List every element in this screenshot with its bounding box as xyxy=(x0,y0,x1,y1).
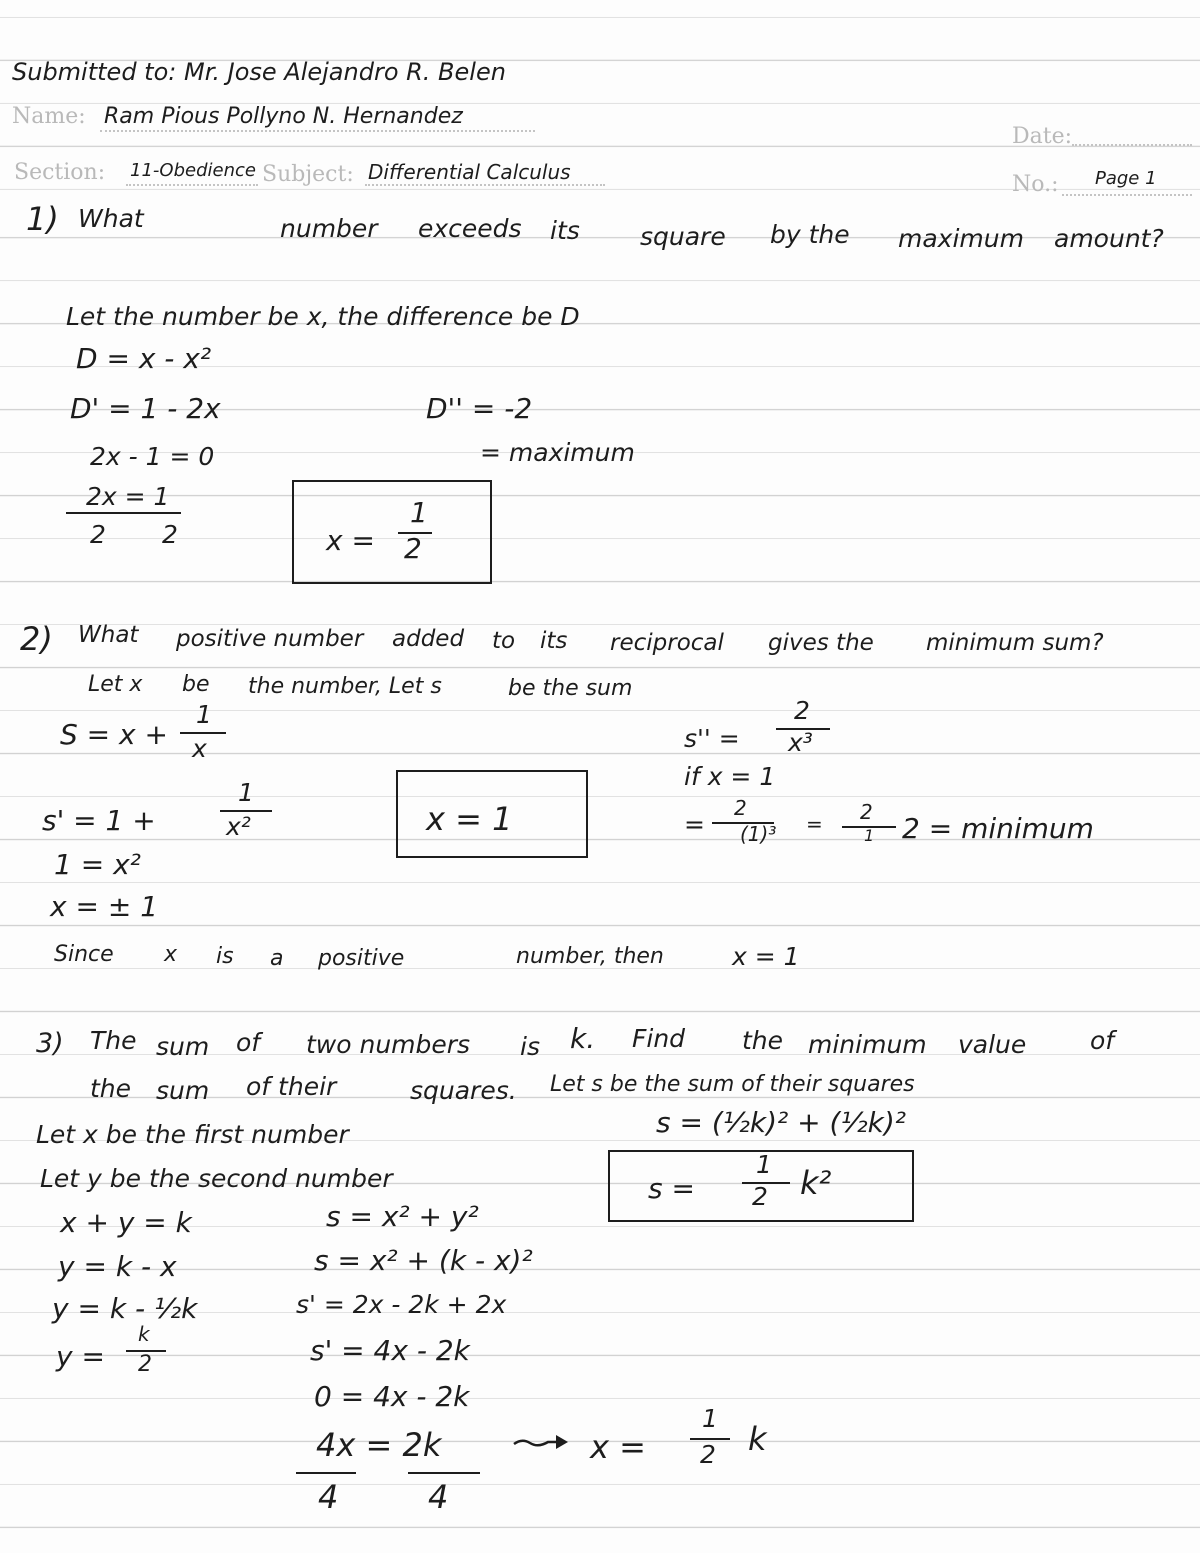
problem2-word-gives-the: gives the xyxy=(768,630,874,656)
problem3-word-sum: sum xyxy=(156,1032,210,1061)
problem3-eq-y3: y = xyxy=(56,1340,105,1373)
problem1-denominator-b: 2 xyxy=(162,520,178,549)
problem3-s-expression: s = (½k)² + (½k)² xyxy=(656,1106,906,1139)
no-dotline xyxy=(1062,194,1192,196)
problem1-answer-num: 1 xyxy=(410,496,428,529)
problem3-eq-m2: s = x² + (k - x)² xyxy=(314,1244,533,1277)
problem3-eq-m7-den-a: 4 xyxy=(318,1478,339,1516)
problem1-let-statement: Let the number be x, the difference be D xyxy=(66,302,580,331)
problem2-since-is: is xyxy=(216,944,234,969)
problem3-word-two-numbers: two numbers xyxy=(306,1030,471,1059)
problem1-denominator-a: 2 xyxy=(90,520,106,549)
problem2-word-to: to xyxy=(492,628,516,654)
problem2-since-x: x xyxy=(164,942,178,967)
problem3-answer-lhs: s = xyxy=(648,1172,695,1205)
problem2-word-added: added xyxy=(392,626,465,652)
problem2-s-definition: S = x + xyxy=(60,718,168,751)
problem3-let-x: Let x be the first number xyxy=(36,1120,349,1149)
problem2-number: 2) xyxy=(20,620,53,658)
problem3-eq-sum: x + y = k xyxy=(60,1206,192,1239)
problem1-fraction-bar xyxy=(66,512,181,514)
problem1-eq-d2: D'' = -2 xyxy=(426,392,533,425)
problem2-s-def-num: 1 xyxy=(196,700,212,729)
subject-dotline xyxy=(365,184,605,186)
problem3-word-the2: the xyxy=(742,1026,784,1055)
problem3-result-num: 1 xyxy=(702,1404,718,1433)
problem3-eq-y3-num: k xyxy=(138,1322,150,1346)
date-label: Date: xyxy=(1012,124,1073,149)
problem2-since-number-then: number, then xyxy=(516,944,664,969)
problem3-eq-m6: 4x = 2k xyxy=(316,1426,442,1464)
problem2-word-minimum-sum: minimum sum? xyxy=(926,630,1104,656)
name-label: Name: xyxy=(12,104,86,129)
problem3-word-is: is xyxy=(520,1032,540,1061)
problem2-s-prime: s' = 1 + xyxy=(42,804,156,837)
section-dotline xyxy=(126,184,258,186)
page-number: Page 1 xyxy=(1095,168,1157,189)
problem3-eq-y3-den: 2 xyxy=(138,1352,152,1377)
problem3-word-k: k. xyxy=(570,1022,596,1055)
problem3-word-minimum: minimum xyxy=(808,1030,927,1059)
problem1-number: 1) xyxy=(26,200,59,238)
date-dotline xyxy=(1072,144,1192,146)
problem1-answer-box xyxy=(292,480,492,584)
problem3-let-y: Let y be the second number xyxy=(40,1164,393,1193)
problem1-word-exceeds: exceeds xyxy=(418,214,522,243)
problem3-word-of: of xyxy=(236,1028,261,1057)
section-label: Section: xyxy=(14,160,106,185)
problem2-s-double-prime: s'' = xyxy=(684,724,740,753)
problem1-eq-set-zero: 2x - 1 = 0 xyxy=(90,442,215,471)
problem2-let-x: Let x xyxy=(88,672,143,697)
problem2-s2-num: 2 xyxy=(794,696,810,725)
section-value: 11-Obedience xyxy=(130,160,256,181)
problem1-word-amount: amount? xyxy=(1054,224,1164,253)
problem1-answer-den: 2 xyxy=(404,532,422,565)
problem2-let-sum: be the sum xyxy=(508,676,633,701)
problem3-answer-num: 1 xyxy=(756,1150,772,1179)
problem3-eq-y1: y = k - x xyxy=(58,1250,177,1283)
problem1-word-by-the: by the xyxy=(770,220,850,249)
problem2-word-what: What xyxy=(78,622,139,648)
problem2-eval-num2: 2 xyxy=(860,800,873,824)
problem2-answer: x = 1 xyxy=(426,800,513,838)
problem1-word-its: its xyxy=(550,216,580,245)
problem2-since-conclusion: x = 1 xyxy=(732,942,800,971)
problem1-eq-2x: 2x = 1 xyxy=(86,482,170,511)
problem3-result-den: 2 xyxy=(700,1440,716,1469)
problem2-eval-num: 2 xyxy=(734,796,747,820)
problem2-since-a: a xyxy=(270,946,284,971)
arrow-right-icon xyxy=(512,1430,572,1454)
subject-value: Differential Calculus xyxy=(368,160,571,184)
problem3-eq-m6-bar-a xyxy=(296,1472,356,1474)
problem3-result-lhs: x = xyxy=(590,1428,646,1466)
problem3-word-find: Find xyxy=(632,1024,686,1053)
problem2-eq-plus-minus: x = ± 1 xyxy=(50,890,159,923)
problem2-word-positive-number: positive number xyxy=(176,626,364,652)
student-name: Ram Pious Pollyno N. Hernandez xyxy=(104,104,463,129)
problem1-eq-dprime: D' = 1 - 2x xyxy=(70,392,221,425)
problem2-word-its: its xyxy=(540,628,568,654)
problem2-eval-den: (1)³ xyxy=(740,822,777,846)
problem2-let-be: be xyxy=(182,672,210,697)
problem3-line2-let-s: Let s be the sum of their squares xyxy=(550,1072,915,1097)
problem1-eq-d: D = x - x² xyxy=(76,342,212,375)
problem3-line2-the: the xyxy=(90,1074,132,1103)
problem1-word-number: number xyxy=(280,214,378,243)
problem1-word-what: What xyxy=(78,204,144,233)
problem1-maximum-label: = maximum xyxy=(480,438,635,467)
problem3-result-k: k xyxy=(748,1420,767,1458)
problem3-answer-k2: k² xyxy=(800,1164,832,1202)
problem2-eq-x-squared: 1 = x² xyxy=(54,848,141,881)
problem1-answer-lhs: x = xyxy=(326,524,375,557)
problem3-line2-of-their: of their xyxy=(246,1072,337,1101)
name-dotline xyxy=(100,130,535,132)
problem2-since-positive: positive xyxy=(318,946,405,971)
problem3-word-the: The xyxy=(90,1026,137,1055)
problem3-eq-m5: 0 = 4x - 2k xyxy=(314,1380,470,1413)
submitted-to: Submitted to: Mr. Jose Alejandro R. Belen xyxy=(12,58,506,86)
problem2-if-x-equals-1: if x = 1 xyxy=(684,762,776,791)
problem3-answer-den: 2 xyxy=(752,1182,768,1211)
problem1-word-square: square xyxy=(640,222,726,251)
problem3-line2-squares: squares. xyxy=(410,1076,517,1105)
problem2-eval-eq2: = xyxy=(806,812,823,836)
no-label: No.: xyxy=(1012,172,1059,197)
problem3-word-of2: of xyxy=(1090,1026,1115,1055)
problem1-word-maximum: maximum xyxy=(898,224,1024,253)
problem3-word-value: value xyxy=(958,1030,1027,1059)
problem3-eq-m7-den-b: 4 xyxy=(428,1478,449,1516)
problem3-number: 3) xyxy=(36,1028,64,1059)
problem3-line2-sum: sum xyxy=(156,1076,210,1105)
problem3-eq-m1: s = x² + y² xyxy=(326,1200,479,1233)
subject-label: Subject: xyxy=(262,162,354,187)
problem2-let-number: the number, Let s xyxy=(248,674,442,699)
problem3-eq-y2: y = k - ½k xyxy=(52,1292,198,1325)
problem2-s-prime-num: 1 xyxy=(238,778,254,807)
problem2-eval-eq: = xyxy=(684,810,705,839)
problem2-result: 2 = minimum xyxy=(902,812,1094,845)
problem3-eq-m3: s' = 2x - 2k + 2x xyxy=(296,1290,507,1319)
problem2-since-word: Since xyxy=(54,942,114,967)
problem3-eq-m4: s' = 4x - 2k xyxy=(310,1334,470,1367)
problem2-s-def-den: x xyxy=(192,734,207,763)
problem2-s2-den: x³ xyxy=(788,728,813,757)
problem2-s-prime-den: x² xyxy=(226,812,251,841)
problem2-eval-den2: 1 xyxy=(864,826,875,845)
problem2-word-reciprocal: reciprocal xyxy=(610,630,724,656)
problem3-eq-m6-bar-b xyxy=(408,1472,480,1474)
